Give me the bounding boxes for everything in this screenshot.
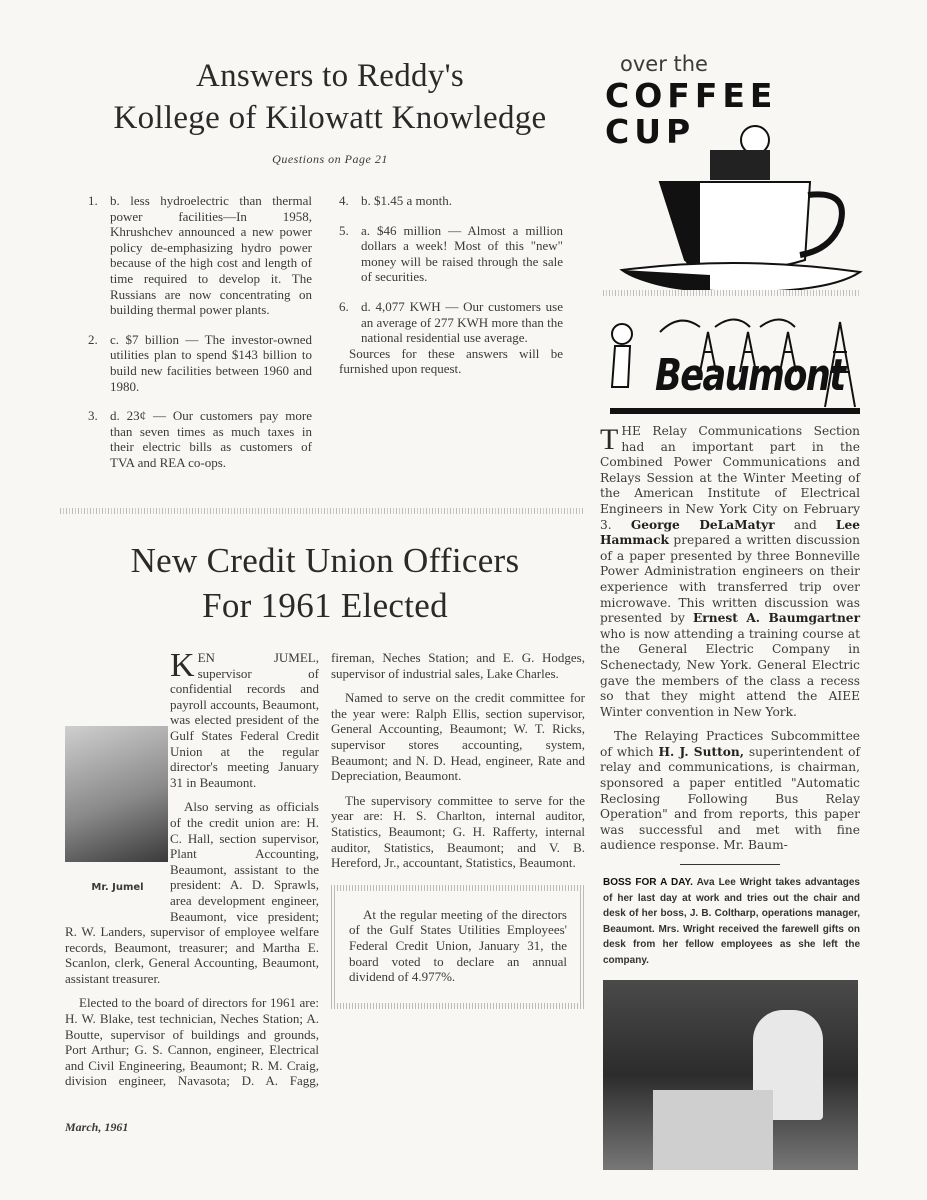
answer-text: d. 23¢ — Our customers pay more than seven times as much taxes in their electric bills as customers of TVA and REA co-ops. xyxy=(110,408,312,470)
logo-over-the: over the xyxy=(620,52,708,76)
ornament-divider xyxy=(680,864,780,865)
bold-name: George DeLaMatyr xyxy=(630,517,775,532)
dividend-box xyxy=(331,885,585,1009)
answer-number: 4. xyxy=(339,193,349,208)
bold-name: Ernest A. Baumgartner xyxy=(693,611,860,626)
drop-cap: T xyxy=(600,423,619,456)
paragraph: EN JUMEL, supervisor of confidential records and payroll accounts, Beaumont, was elected president of the Gulf States Federal Credit Union at the regular director's meeting January 31 in Beaumont. xyxy=(170,650,319,790)
credit-union-title-line2: For 1961 Elected xyxy=(202,586,448,625)
credit-union-title-line1: New Credit Union Officers xyxy=(130,541,520,580)
photo-desk-gifts xyxy=(653,1090,773,1170)
text-segment: superintendent of relay and communications, is chairman, sponsored a paper entitled "Automatic Reclosing Following Bus Relay Operation" and from reports, this paper was successful and met with fine audience response. Mr. Baum- xyxy=(600,744,860,853)
answer-item xyxy=(339,299,563,346)
answer-item xyxy=(88,193,312,318)
coffee-cup-illustration-icon xyxy=(600,110,870,290)
text-segment: who is now attending a training course at the General Electric Company in Schenectady, New York. General Electric gave the members of the class a recess so that they might attend the AIEE Winter convention in New York. xyxy=(600,626,860,719)
issue-date: March, 1961 xyxy=(65,1120,129,1134)
logo-cup: CUP xyxy=(605,112,696,151)
answer-text: c. $7 billion — The investor-owned utilities plan to spend $143 billion to build new facilities between 1960 and 1980. xyxy=(110,331,312,394)
text-segment: prepared a written discussion of a paper presented by three Bonneville Power Administration engineers on their experience with transferred trip over microwave. This written discussion was presented by xyxy=(600,533,860,626)
text-segment: and xyxy=(774,517,836,532)
text-segment: The Relaying Practices Subcommittee of which xyxy=(600,729,860,759)
answer-text: b. less hydroelectric than thermal power facilities—In 1958, Khrushchev announced a new power policy de-emphasizing hydro power because of the high cost and length of time required to develop it. The Russians are now concentrating on building thermal power plants. xyxy=(110,193,312,318)
answer-number: 2. xyxy=(88,331,98,347)
drop-cap: K xyxy=(170,647,195,684)
paragraph xyxy=(600,424,860,719)
answers-columns xyxy=(88,193,563,498)
answer-item xyxy=(339,223,563,285)
answer-number: 1. xyxy=(88,193,98,208)
sources-note: Sources for these answers will be furnished upon request. xyxy=(339,345,563,377)
divider xyxy=(60,508,585,514)
answers-title-line2: Kollege of Kilowatt Knowledge xyxy=(113,100,547,136)
answer-text: a. $46 million — Almost a million dollars a week! Most of this "new" money will be raised through the sale of securities. xyxy=(361,222,563,285)
dividend-text: At the regular meeting of the directors of the Gulf States Utilities Employees' Federal Credit Union, January 31, the board voted to declare an annual dividend of 4.977%. xyxy=(349,906,567,985)
beaumont-logo-text: Beaumont xyxy=(655,350,845,401)
paragraph: Named to serve on the credit committee for the year were: Ralph Ellis, section supervisor, General Accounting, Beaumont; W. T. Ricks, supervisor stores accounting, system, Beaumont; and N. D. Head, engineer, Rate and Depreciation, Beaumont. xyxy=(331,690,585,784)
beaumont-section-logo xyxy=(600,312,862,417)
caption-lead: BOSS FOR A DAY. xyxy=(603,877,693,889)
answer-item xyxy=(339,193,563,209)
beaumont-column-text xyxy=(600,424,860,854)
ava-lee-wright-photo xyxy=(603,980,858,1170)
answer-item xyxy=(88,332,312,394)
divider xyxy=(603,290,860,296)
photo-caption: Mr. Jumel xyxy=(91,882,144,893)
answer-text: d. 4,077 KWH — Our customers use an average of 277 KWH more than the national residential use average. xyxy=(361,298,563,346)
paragraph xyxy=(600,729,860,854)
answer-number: 3. xyxy=(88,408,98,424)
answer-item xyxy=(88,408,312,470)
beaumont-column-flow xyxy=(600,424,860,1170)
answers-title-line1: Answers to Reddy's xyxy=(196,58,464,94)
paragraph: Also serving as officials of the credit union are: H. C. Hall, section supervisor, Plant Accounting, Beaumont, assistant to the president: A. D. Sprawls, area development engineer, Beaumont, vice president; R. W. Landers, supervisor of employee welfare records, Beaumont, treasurer; and Martha E. Scanlon, clerk, General Accounting, Beaumont, assistant treasurer. xyxy=(65,799,319,986)
logo-coffee: COFFEE xyxy=(605,76,778,115)
photo-float xyxy=(65,678,170,913)
caption-text: Ava Lee Wright takes advantages of her last day at work and tries out the chair and desk of her boss, J. B. Coltharp, operations manager, Beaumont. Mrs. Wright received the farewell gifts on desk from her fellow employees as she left the company. xyxy=(603,877,860,966)
answer-number: 6. xyxy=(339,298,349,314)
paragraph: The supervisory committee to serve for the year are: H. S. Charlton, internal auditor, Statistics, Beaumont; G. H. Rafferty, internal auditor, Statistics, Beaumont; and V. B. Hereford, Jr., accountant, Statistics, Beaumont. xyxy=(331,792,585,871)
answers-subtitle: Questions on Page 21 xyxy=(272,152,388,166)
answer-number: 5. xyxy=(339,222,349,238)
bold-name: Lee Hammack xyxy=(600,517,860,548)
bold-name: H. J. Sutton, xyxy=(658,744,744,759)
paragraph: Elected to the board of directors for 1961 are: H. W. Blake, test technician, Neches Station; A. Boutte, supervisor of buildings and grounds, Port Arthur; G. S. Cannon, engineer, Electrical and Civil Engineering, Beaumont; R. M. Craig, division engineer, Navasota; D. A. Fagg, fireman, Neches Station; and E. G. Hodges, supervisor of industrial sales, Lake Charles. xyxy=(65,650,585,1089)
answer-text: b. $1.45 a month. xyxy=(361,193,452,208)
credit-union-columns xyxy=(65,647,585,1105)
text-segment: HE Relay Communications Section had an important part in the Combined Power Communications and Relays Session at the Winter Meeting of the American Institute of Electrical Engineers in New York City on February 3. xyxy=(600,424,860,532)
mr-jumel-photo xyxy=(65,726,168,862)
photo-caption-boss-for-a-day xyxy=(603,875,860,968)
